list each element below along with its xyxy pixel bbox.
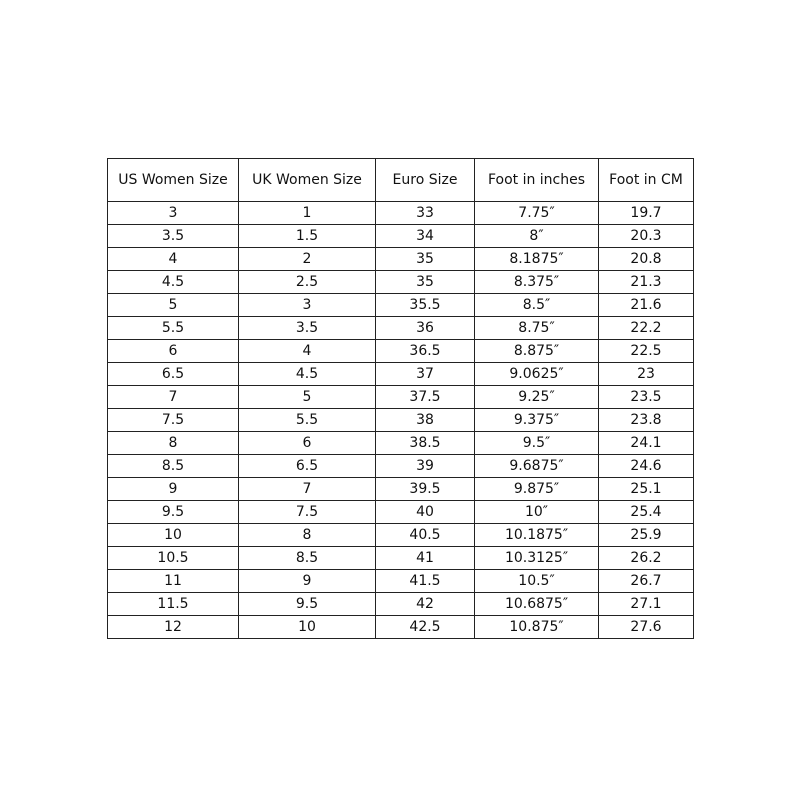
euro-size-cell: 40 [376,501,475,524]
table-row [108,570,694,593]
foot-cm-cell: 20.3 [599,225,694,248]
table-body [108,202,694,639]
uk-size-cell: 6 [239,432,376,455]
euro-size-cell: 39 [376,455,475,478]
us-size-cell: 6 [108,340,239,363]
table-row [108,202,694,225]
foot-inches-cell: 9.5″ [475,432,599,455]
table-row [108,248,694,271]
euro-size-cell: 39.5 [376,478,475,501]
header-uk-women-size: UK Women Size [239,159,376,202]
uk-size-cell: 3.5 [239,317,376,340]
euro-size-cell: 35 [376,248,475,271]
euro-size-cell: 36.5 [376,340,475,363]
foot-cm-cell: 22.2 [599,317,694,340]
us-size-cell: 9.5 [108,501,239,524]
us-size-cell: 5 [108,294,239,317]
foot-inches-cell: 9.6875″ [475,455,599,478]
table-row [108,524,694,547]
us-size-cell: 4 [108,248,239,271]
uk-size-cell: 2.5 [239,271,376,294]
us-size-cell: 8 [108,432,239,455]
foot-cm-cell: 26.7 [599,570,694,593]
euro-size-cell: 34 [376,225,475,248]
euro-size-cell: 40.5 [376,524,475,547]
header-row [108,159,694,202]
uk-size-cell: 10 [239,616,376,639]
us-size-cell: 7.5 [108,409,239,432]
uk-size-cell: 6.5 [239,455,376,478]
uk-size-cell: 2 [239,248,376,271]
euro-size-cell: 41 [376,547,475,570]
table-row [108,501,694,524]
foot-inches-cell: 9.375″ [475,409,599,432]
table-row [108,616,694,639]
uk-size-cell: 4 [239,340,376,363]
table-row [108,317,694,340]
euro-size-cell: 33 [376,202,475,225]
uk-size-cell: 1 [239,202,376,225]
foot-inches-cell: 9.25″ [475,386,599,409]
foot-inches-cell: 8.1875″ [475,248,599,271]
table-row [108,386,694,409]
us-size-cell: 12 [108,616,239,639]
uk-size-cell: 5 [239,386,376,409]
foot-inches-cell: 10.5″ [475,570,599,593]
uk-size-cell: 8.5 [239,547,376,570]
foot-cm-cell: 20.8 [599,248,694,271]
foot-cm-cell: 19.7 [599,202,694,225]
foot-inches-cell: 8.875″ [475,340,599,363]
uk-size-cell: 1.5 [239,225,376,248]
foot-cm-cell: 26.2 [599,547,694,570]
table-row [108,432,694,455]
euro-size-cell: 38.5 [376,432,475,455]
us-size-cell: 10 [108,524,239,547]
table-row [108,547,694,570]
header-foot-in-inches: Foot in inches [475,159,599,202]
foot-cm-cell: 22.5 [599,340,694,363]
us-size-cell: 3 [108,202,239,225]
foot-inches-cell: 8.75″ [475,317,599,340]
foot-cm-cell: 24.1 [599,432,694,455]
euro-size-cell: 36 [376,317,475,340]
foot-inches-cell: 7.75″ [475,202,599,225]
foot-cm-cell: 24.6 [599,455,694,478]
euro-size-cell: 41.5 [376,570,475,593]
foot-inches-cell: 8″ [475,225,599,248]
foot-inches-cell: 10.6875″ [475,593,599,616]
euro-size-cell: 38 [376,409,475,432]
euro-size-cell: 42.5 [376,616,475,639]
foot-cm-cell: 23 [599,363,694,386]
us-size-cell: 3.5 [108,225,239,248]
foot-inches-cell: 9.0625″ [475,363,599,386]
table-row [108,455,694,478]
table-row [108,271,694,294]
us-size-cell: 11 [108,570,239,593]
uk-size-cell: 3 [239,294,376,317]
us-size-cell: 11.5 [108,593,239,616]
table-row [108,340,694,363]
header-us-women-size: US Women Size [108,159,239,202]
uk-size-cell: 7.5 [239,501,376,524]
size-chart-table [107,158,694,639]
uk-size-cell: 5.5 [239,409,376,432]
table-row [108,363,694,386]
foot-inches-cell: 8.375″ [475,271,599,294]
table-row [108,225,694,248]
table-row [108,478,694,501]
euro-size-cell: 37.5 [376,386,475,409]
foot-cm-cell: 25.4 [599,501,694,524]
uk-size-cell: 9.5 [239,593,376,616]
table-row [108,409,694,432]
us-size-cell: 9 [108,478,239,501]
foot-inches-cell: 10.3125″ [475,547,599,570]
euro-size-cell: 35.5 [376,294,475,317]
foot-cm-cell: 21.6 [599,294,694,317]
foot-cm-cell: 21.3 [599,271,694,294]
table-header [108,159,694,202]
foot-cm-cell: 23.5 [599,386,694,409]
foot-inches-cell: 10.1875″ [475,524,599,547]
foot-cm-cell: 25.1 [599,478,694,501]
euro-size-cell: 42 [376,593,475,616]
us-size-cell: 4.5 [108,271,239,294]
euro-size-cell: 35 [376,271,475,294]
us-size-cell: 7 [108,386,239,409]
foot-inches-cell: 10″ [475,501,599,524]
table-row [108,593,694,616]
uk-size-cell: 8 [239,524,376,547]
foot-inches-cell: 9.875″ [475,478,599,501]
us-size-cell: 5.5 [108,317,239,340]
us-size-cell: 6.5 [108,363,239,386]
us-size-cell: 8.5 [108,455,239,478]
uk-size-cell: 7 [239,478,376,501]
foot-cm-cell: 23.8 [599,409,694,432]
euro-size-cell: 37 [376,363,475,386]
foot-cm-cell: 27.6 [599,616,694,639]
uk-size-cell: 9 [239,570,376,593]
uk-size-cell: 4.5 [239,363,376,386]
foot-cm-cell: 25.9 [599,524,694,547]
foot-inches-cell: 8.5″ [475,294,599,317]
foot-cm-cell: 27.1 [599,593,694,616]
us-size-cell: 10.5 [108,547,239,570]
foot-inches-cell: 10.875″ [475,616,599,639]
header-euro-size: Euro Size [376,159,475,202]
table-row [108,294,694,317]
header-foot-in-cm: Foot in CM [599,159,694,202]
